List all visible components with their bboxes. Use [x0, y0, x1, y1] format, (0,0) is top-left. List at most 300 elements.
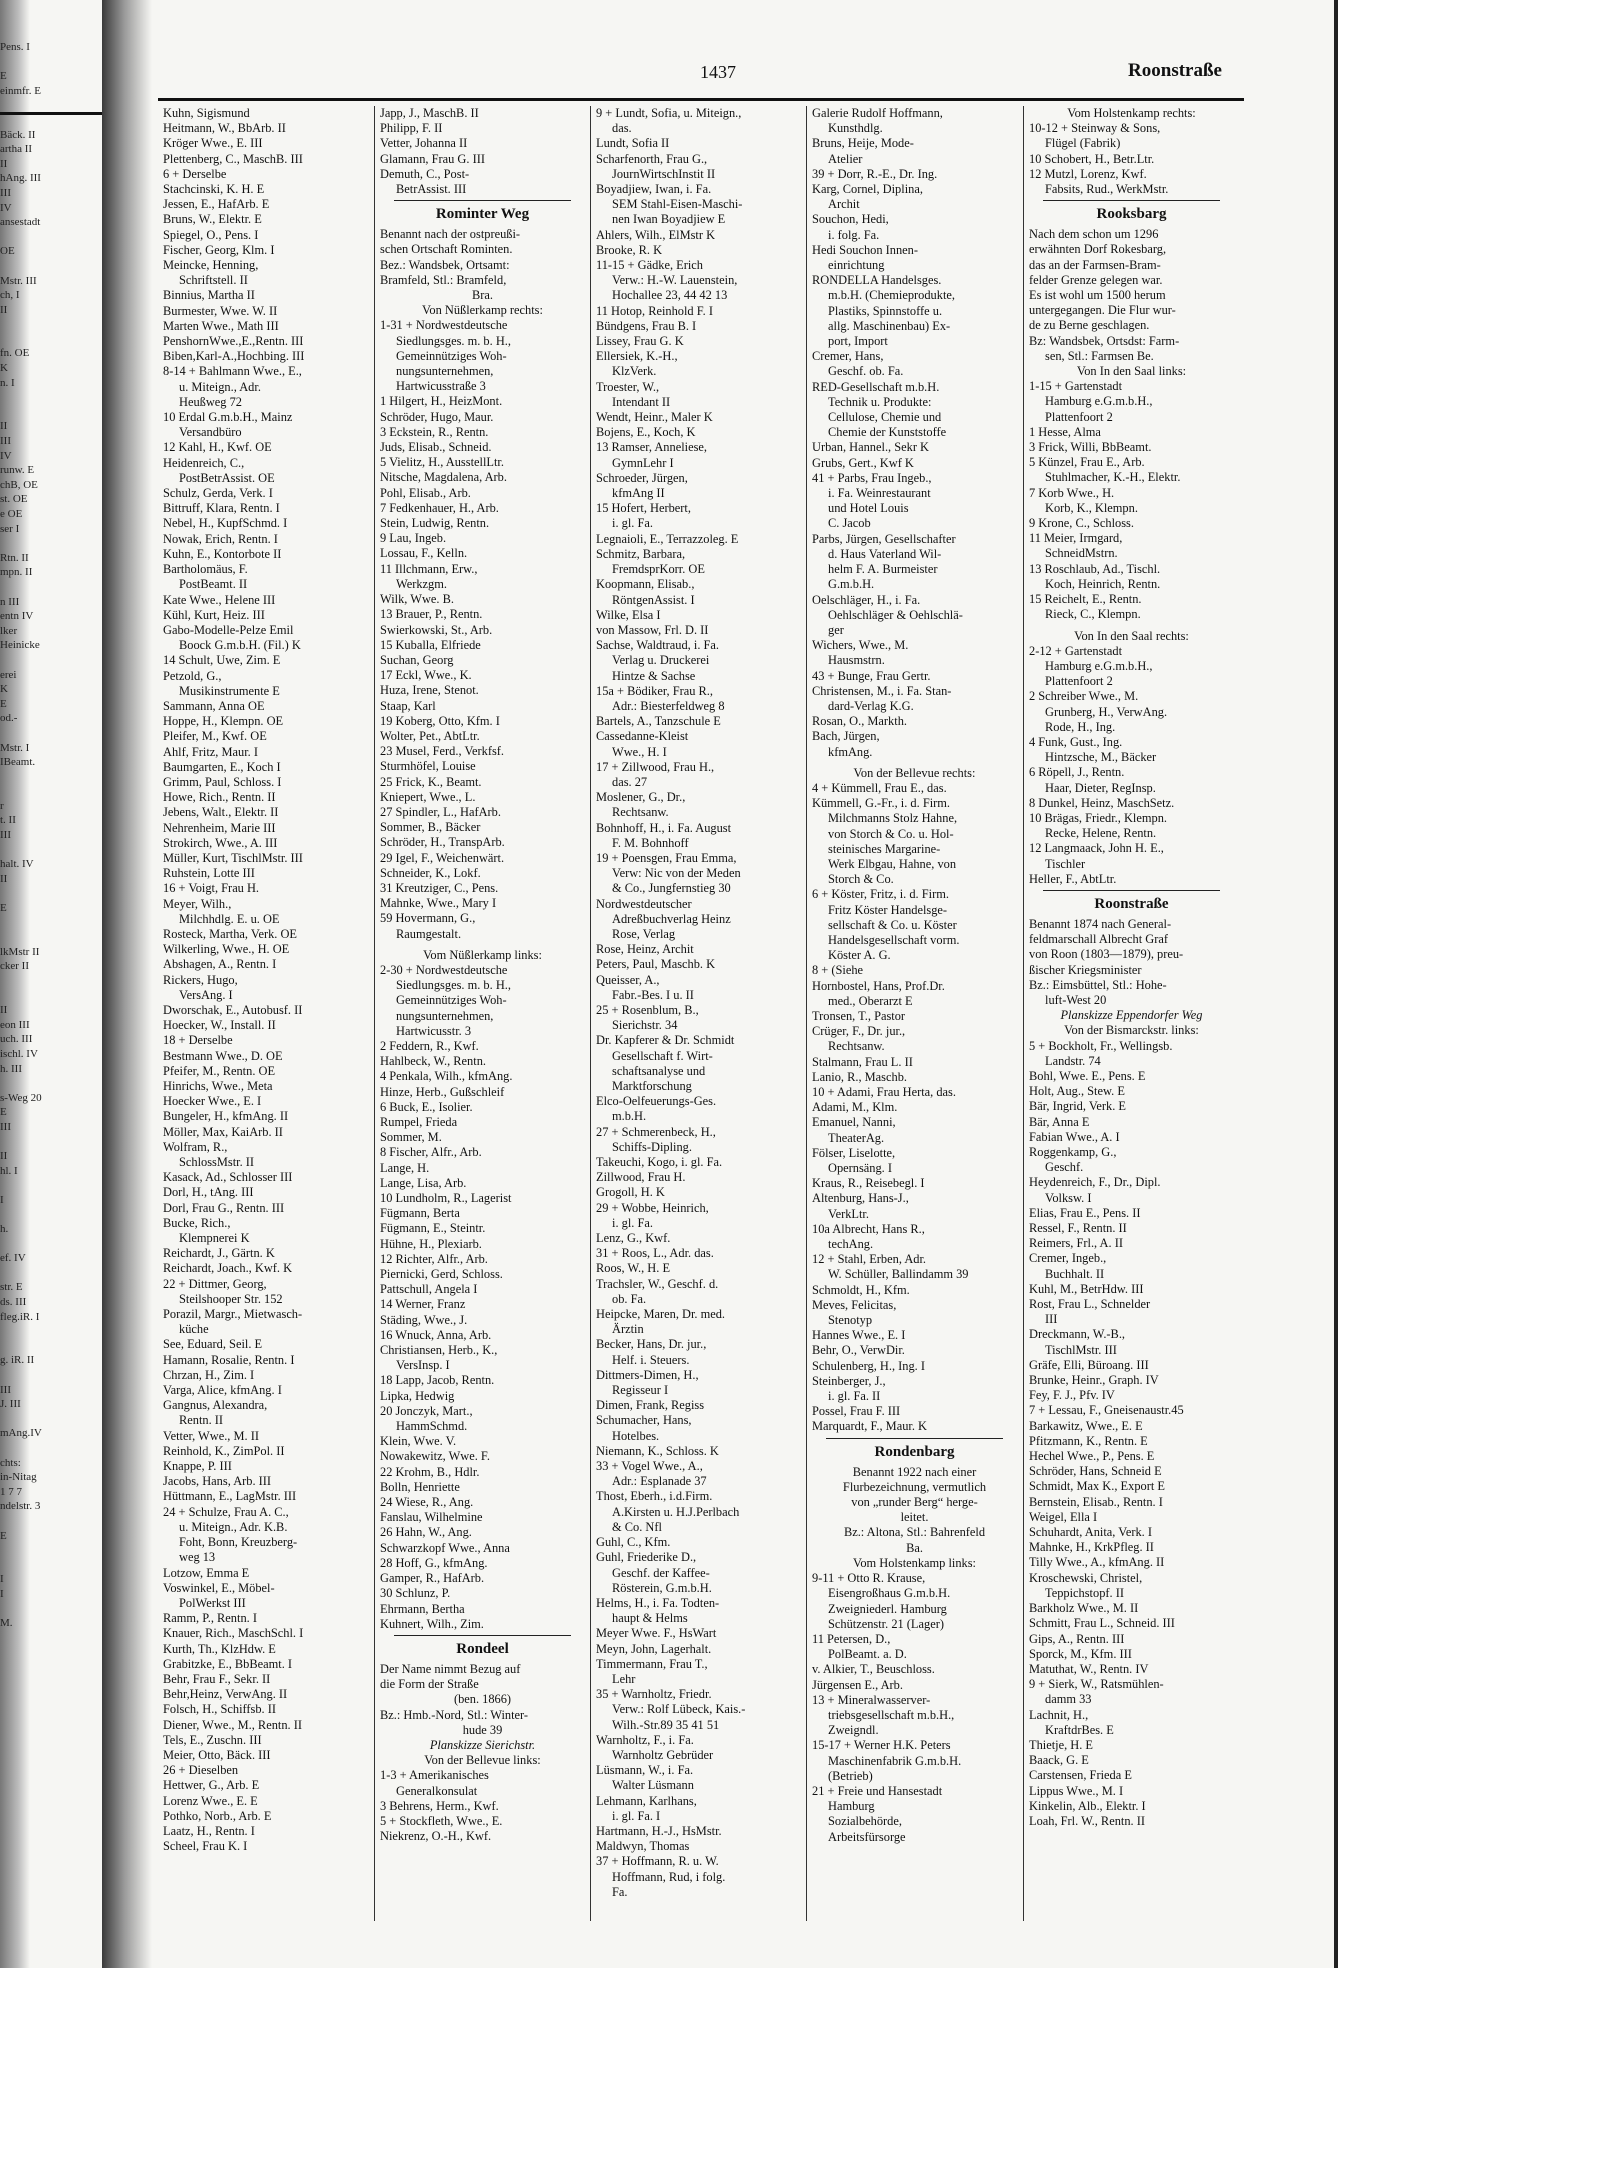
directory-entry: Storch & Co.	[828, 872, 894, 887]
directory-entry: 1-31 + Nordwestdeutsche	[380, 318, 508, 333]
fragment-line: chB, OE	[0, 478, 38, 491]
directory-entry: Stein, Ludwig, Rentn.	[380, 516, 490, 531]
fragment-line: mAng.IV	[0, 1427, 42, 1440]
directory-entry: Fanslau, Wilhelmine	[380, 1510, 483, 1525]
fragment-line: runw. E	[0, 464, 35, 477]
directory-entry: v. Alkier, T., Beuschloss.	[812, 1662, 935, 1677]
directory-entry: Fügmann, E., Steintr.	[380, 1221, 486, 1236]
directory-entry: Binnius, Martha II	[163, 288, 255, 303]
directory-entry: Ahlf, Fritz, Maur. I	[163, 744, 258, 759]
fragment-line: II	[0, 420, 8, 433]
directory-entry: W. Schüller, Ballindamm 39	[828, 1267, 969, 1282]
directory-entry: i. gl. Fa.	[612, 516, 653, 531]
directory-entry: Versandbüro	[179, 425, 242, 440]
directory-entry: Roos, W., H. E	[596, 1261, 671, 1276]
directory-entry: Rumpel, Frieda	[380, 1115, 458, 1129]
fragment-line: s-Weg 20	[0, 1091, 42, 1104]
directory-entry: Teppichstopf. II	[1045, 1585, 1124, 1600]
directory-entry: Schröder, Hans, Schneid E	[1029, 1464, 1162, 1479]
directory-entry: Werkzgm.	[396, 576, 447, 591]
directory-entry: Bojens, E., Koch, K	[596, 425, 696, 440]
directory-entry: von Storch & Co. u. Hol-	[828, 826, 954, 841]
directory-entry: 28 Hoff, G., kfmAng.	[380, 1555, 488, 1570]
directory-entry: allg. Maschinenbau) Ex-	[828, 318, 951, 333]
directory-entry: Petzold, G.,	[163, 668, 222, 683]
directory-entry: Atelier	[828, 151, 863, 166]
directory-entry: Burmester, Wwe. W. II	[163, 303, 278, 318]
directory-entry: das.	[612, 121, 632, 136]
directory-entry: Schmoldt, H., Kfm.	[812, 1282, 910, 1297]
directory-entry: Möller, Max, KaiArb. II	[163, 1124, 283, 1139]
directory-entry: Kuhn, Sigismund	[163, 106, 250, 120]
directory-entry: Geschf. der Kaffee-	[612, 1565, 710, 1580]
directory-entry: 2 Feddern, R., Kwf.	[380, 1038, 479, 1053]
directory-entry: 26 + Dieselben	[163, 1763, 239, 1778]
fragment-line: h. III	[0, 1062, 22, 1075]
directory-entry: 43 + Bunge, Frau Gertr.	[812, 668, 931, 683]
directory-entry: 11 Meier, Irmgard,	[1029, 531, 1123, 546]
directory-entry: 18 Lapp, Jacob, Rentn.	[380, 1373, 495, 1388]
directory-entry: Rösterein, G.m.b.H.	[612, 1580, 712, 1595]
directory-entry: Demuth, C., Post-	[380, 166, 470, 181]
fragment-line	[0, 1135, 100, 1150]
directory-entry: 23 Musel, Ferd., Verkfsf.	[380, 744, 505, 759]
directory-entry: i. gl. Fa.	[612, 1215, 653, 1230]
directory-entry: Verw: Nic von der Meden	[612, 866, 741, 881]
directory-entry: Benannt 1874 nach General-	[1029, 916, 1172, 931]
directory-entry: PolWerkst III	[179, 1595, 246, 1610]
directory-entry: Loah, Frl. W., Rentn. II	[1029, 1813, 1145, 1828]
directory-entry: Foht, Bonn, Kreuzberg-	[179, 1535, 298, 1550]
directory-entry: 27 Spindler, L., HafArb.	[380, 804, 501, 819]
directory-entry: Hartwicusstr. 3	[396, 1023, 472, 1038]
directory-entry: Bruns, W., Elektr. E	[163, 212, 262, 227]
directory-entry: Gemeinnütziges Woh-	[396, 348, 507, 363]
fragment-line	[0, 1076, 100, 1091]
directory-entry: Holt, Aug., Stew. E	[1029, 1084, 1125, 1099]
fragment-line	[0, 332, 100, 347]
directory-entry: Fölser, Liselotte,	[812, 1145, 896, 1160]
directory-entry: de zu Berne geschlagen.	[1029, 318, 1150, 333]
directory-entry: hude 39	[462, 1722, 503, 1737]
fragment-line: Pens. I	[0, 41, 30, 53]
directory-entry: TheaterAg.	[828, 1130, 885, 1145]
fragment-line: entn IV	[0, 610, 34, 623]
directory-entry: Hettwer, G., Arb. E	[163, 1778, 260, 1793]
directory-entry: 8 Fischer, Alfr., Arb.	[380, 1145, 482, 1160]
directory-entry: Fa.	[612, 1884, 628, 1899]
directory-entry: 39 + Dorr, R.-E., Dr. Ing.	[812, 166, 938, 181]
directory-entry: Gabo-Modelle-Pelze Emil	[163, 622, 294, 637]
directory-entry: Opernsäng. I	[828, 1161, 892, 1176]
directory-entry: Oelschläger, H., i. Fa.	[812, 592, 921, 607]
directory-entry: (ben. 1866)	[453, 1692, 512, 1707]
directory-entry: 8 + (Siehe	[812, 963, 864, 978]
fragment-line	[0, 536, 100, 551]
street-divider	[394, 1635, 571, 1636]
running-head: Roonstraße	[1128, 60, 1222, 81]
directory-entry: Grimm, Paul, Schloss. I	[163, 774, 282, 789]
fragment-line: ansestadt	[0, 216, 41, 229]
column-divider	[806, 106, 807, 1921]
directory-entry: nungsunternehmen,	[396, 364, 494, 379]
directory-entry: Bär, Ingrid, Verk. E	[1029, 1099, 1126, 1114]
directory-entry: 27 + Schmerenbeck, H.,	[596, 1124, 716, 1139]
column-5	[1029, 106, 1234, 1829]
directory-entry: Ehrmann, Bertha	[380, 1601, 465, 1616]
directory-entry: Hoppe, H., Klempn. OE	[163, 714, 284, 729]
directory-entry: sen, Stl.: Farmsen Be.	[1045, 348, 1154, 363]
directory-entry: Wolter, Pet., AbtLtr.	[380, 728, 480, 743]
fragment-line: E	[0, 902, 7, 915]
directory-entry: Dworschak, E., Autobusf. II	[163, 1002, 303, 1017]
directory-entry: Von der Bellevue rechts:	[853, 765, 976, 780]
directory-entry: (Betrieb)	[828, 1768, 873, 1783]
directory-entry: Lippus Wwe., M. I	[1029, 1783, 1124, 1798]
directory-entry: steinisches Margarine-	[828, 841, 941, 856]
directory-entry: Hornbostel, Hans, Prof.Dr.	[812, 978, 945, 993]
directory-entry: Nach dem schon um 1296	[1029, 227, 1159, 242]
fragment-line	[0, 784, 100, 799]
directory-entry: Plattenfoort 2	[1045, 674, 1113, 689]
directory-entry: Schröder, Hugo, Maur.	[380, 409, 494, 424]
directory-entry: Jacobs, Hans, Arb. III	[163, 1474, 272, 1489]
directory-entry: Bz: Wandsbek, Ortsdst: Farm-	[1029, 333, 1180, 348]
previous-page-fragment	[0, 40, 100, 1910]
directory-entry: Pattschull, Angela I	[380, 1282, 478, 1297]
directory-entry: Ärztin	[612, 1322, 644, 1337]
fragment-line	[0, 390, 100, 405]
directory-entry: Hüttmann, E., LagMstr. III	[163, 1489, 297, 1504]
directory-entry: Wilkerling, Wwe., H. OE	[163, 942, 290, 957]
directory-entry: Steinberger, J.,	[812, 1373, 886, 1388]
directory-entry: Marten Wwe., Math III	[163, 318, 279, 333]
street-divider	[1043, 200, 1220, 201]
directory-entry: Ressel, F., Rentn. II	[1029, 1221, 1127, 1236]
directory-entry: A.Kirsten u. H.J.Perlbach	[612, 1504, 740, 1519]
directory-entry: untergegangen. Die Flur wur-	[1029, 303, 1176, 318]
directory-entry: einrichtung	[828, 258, 885, 273]
directory-entry: Schiffs-Dipling.	[612, 1139, 692, 1154]
directory-entry: Huza, Irene, Stenot.	[380, 683, 479, 698]
fragment-line: chts:	[0, 1456, 21, 1469]
fragment-line	[0, 1237, 100, 1252]
fragment-line	[0, 580, 100, 595]
fragment-line: ds. III	[0, 1296, 27, 1309]
directory-entry: 10a Albrecht, Hans R.,	[812, 1221, 925, 1236]
directory-entry: Pfitzmann, K., Rentn. E	[1029, 1433, 1148, 1448]
directory-entry: Rechtsanw.	[612, 805, 669, 820]
directory-entry: m.b.H. (Chemieprodukte,	[828, 288, 955, 303]
directory-entry: küche	[179, 1322, 209, 1337]
directory-entry: Adreßbuchverlag Heinz	[612, 911, 731, 926]
directory-entry: Kroschewski, Christel,	[1029, 1570, 1143, 1585]
directory-entry: Kasack, Ad., Schlosser III	[163, 1170, 293, 1185]
directory-entry: Stuhlmacher, K.-H., Elektr.	[1045, 470, 1181, 485]
directory-entry: Dorl, H., tAng. III	[163, 1185, 254, 1200]
fragment-line	[0, 1543, 100, 1558]
directory-entry: Glamann, Frau G. III	[380, 151, 485, 166]
fragment-line	[0, 1266, 100, 1281]
directory-entry: kfmAng II	[612, 486, 665, 501]
directory-entry: Flügel (Fabrik)	[1045, 136, 1121, 151]
directory-entry: Jebens, Walt., Elektr. II	[163, 805, 279, 820]
directory-entry: & Co., Jungfernstieg 30	[612, 881, 731, 896]
directory-entry: 1-15 + Gartenstadt	[1029, 379, 1123, 394]
directory-entry: von Roon (1803—1879), preu-	[1029, 947, 1184, 962]
directory-entry: Schneider, K., Lokf.	[380, 865, 481, 880]
directory-entry: Fügmann, Berta	[380, 1206, 460, 1221]
directory-entry: Zillwood, Frau H.	[596, 1170, 686, 1185]
directory-entry: und Hotel Louis	[828, 501, 909, 516]
directory-entry: Schuhardt, Anita, Verk. I	[1029, 1525, 1152, 1540]
directory-entry: Kümmell, G.-Fr., i. d. Firm.	[812, 796, 951, 811]
directory-entry: Verw.: H.-W. Lauenstein,	[612, 273, 738, 288]
fragment-line: II	[0, 1004, 8, 1017]
directory-entry: BetrAssist. III	[396, 182, 467, 197]
directory-entry: sellschaft & Co. u. Köster	[828, 917, 957, 932]
directory-entry: 8 Dunkel, Heinz, MaschSetz.	[1029, 795, 1175, 810]
directory-entry: 24 Wiese, R., Ang.	[380, 1495, 474, 1510]
fragment-line: III	[0, 1120, 11, 1133]
directory-entry: Bestmann Wwe., D. OE	[163, 1048, 283, 1063]
directory-entry: Plattenfoort 2	[1045, 409, 1113, 424]
directory-entry: Rosan, O., Markth.	[812, 714, 907, 729]
directory-entry: Carstensen, Frieda E	[1029, 1768, 1132, 1783]
directory-entry: Kraus, R., Reisebegl. I	[812, 1176, 925, 1191]
directory-entry: Lehr	[612, 1671, 636, 1686]
directory-entry: 12 + Stahl, Erben, Adr.	[812, 1252, 927, 1267]
directory-entry: Rose, Heinz, Archit	[596, 942, 694, 957]
directory-entry: die Form der Straße	[380, 1677, 479, 1692]
directory-entry: Kühl, Kurt, Heiz. III	[163, 607, 265, 622]
fragment-line: uch. III	[0, 1033, 33, 1046]
directory-entry: 7 + Lessau, F., Gneisenaustr.45	[1029, 1403, 1184, 1418]
directory-entry: Hinrichs, Wwe., Meta	[163, 1079, 273, 1093]
directory-entry: nen Iwan Boyadjiew E	[612, 212, 726, 227]
directory-entry: Schulz, Gerda, Verk. I	[163, 486, 273, 501]
directory-entry: Chrzan, H., Zim. I	[163, 1367, 255, 1382]
directory-entry: Hahlbeck, W., Rentn.	[380, 1054, 486, 1069]
column-3	[596, 106, 801, 1900]
directory-entry: Klempnerei K	[179, 1231, 250, 1246]
directory-entry: Cremer, Hans,	[812, 349, 884, 364]
fragment-line	[0, 1441, 100, 1456]
directory-entry: Peters, Paul, Maschb. K	[596, 957, 716, 972]
directory-entry: Lenz, G., Kwf.	[596, 1231, 671, 1246]
fragment-line: od.-	[0, 712, 18, 725]
directory-entry: 35 + Warnholtz, Friedr.	[596, 1687, 712, 1702]
directory-entry: das. 27	[612, 774, 648, 789]
directory-entry: Hamburg e.G.m.b.H.,	[1045, 658, 1153, 673]
directory-entry: Fritz Köster Handelsge-	[828, 902, 948, 917]
directory-entry: 7 Korb Wwe., H.	[1029, 485, 1115, 500]
directory-entry: Mahnke, H., KrkPfleg. II	[1029, 1540, 1154, 1555]
directory-entry: Müller, Kurt, TischlMstr. III	[163, 850, 303, 865]
directory-entry: dard-Verlag K.G.	[828, 698, 914, 713]
fragment-line	[0, 1558, 100, 1573]
directory-entry: 22 + Dittmer, Georg,	[163, 1276, 267, 1291]
fragment-line: n III	[0, 595, 20, 608]
directory-entry: Grubs, Gert., Kwf K	[812, 455, 914, 470]
directory-entry: Archit	[828, 197, 860, 212]
directory-entry: Staap, Karl	[380, 698, 436, 713]
directory-entry: Dorl, Frau G., Rentn. III	[163, 1200, 285, 1215]
fragment-line: IV	[0, 449, 12, 462]
column-divider	[590, 106, 591, 1921]
header-rule	[158, 98, 1244, 101]
directory-entry: Ellersiek, K.-H.,	[596, 349, 678, 364]
directory-entry: Arbeitsfürsorge	[828, 1829, 906, 1844]
fragment-line	[0, 1602, 100, 1617]
fragment-line	[0, 55, 100, 70]
directory-entry: Elias, Frau E., Pens. II	[1029, 1205, 1141, 1220]
directory-entry: Porazil, Margr., Mietwasch-	[163, 1307, 303, 1322]
fragment-line	[0, 1368, 100, 1383]
directory-entry: Marktforschung	[612, 1079, 692, 1093]
directory-entry: Karg, Cornel, Diplina,	[812, 182, 923, 197]
directory-entry: Mahnke, Wwe., Mary I	[380, 896, 497, 911]
fragment-line	[0, 1412, 100, 1427]
directory-entry: Thietje, H. E	[1029, 1737, 1093, 1752]
directory-entry: u. Miteign., Adr. K.B.	[179, 1519, 288, 1534]
directory-entry: 11 Petersen, D.,	[812, 1631, 891, 1646]
fragment-line: mpn. II	[0, 566, 33, 579]
directory-entry: 13 Ramser, Anneliese,	[596, 440, 707, 455]
fragment-line: str. E	[0, 1281, 23, 1294]
directory-entry: Volksw. I	[1045, 1190, 1092, 1205]
column-1	[163, 106, 368, 1854]
directory-entry: Meyn, John, Lagerhalt.	[596, 1641, 712, 1656]
directory-entry: Hoecker, W., Install. II	[163, 1018, 276, 1033]
directory-entry: Heydenreich, F., Dr., Dipl.	[1029, 1175, 1161, 1190]
directory-entry: Verw.: Rolf Lübeck, Kais.-	[612, 1702, 746, 1717]
directory-entry: Zweigniederl. Hamburg	[828, 1601, 947, 1616]
page-edge	[1334, 0, 1338, 1968]
directory-entry: Sommer, B., Bäcker	[380, 820, 481, 835]
fragment-line	[0, 405, 100, 420]
directory-entry: 15-17 + Werner H.K. Peters	[812, 1738, 951, 1753]
directory-entry: Eisengroßhaus G.m.b.H.	[828, 1586, 951, 1601]
fragment-line: eon III	[0, 1018, 30, 1031]
directory-entry: Gemeinnütziges Woh-	[396, 993, 507, 1008]
directory-entry: Reimers, Frl., A. II	[1029, 1236, 1123, 1251]
fragment-line	[0, 843, 100, 858]
directory-entry: 8-14 + Bahlmann Wwe., E.,	[163, 364, 302, 379]
directory-entry: 41 + Parbs, Frau Ingeb.,	[812, 470, 932, 485]
directory-entry: Es ist wohl um 1500 herum	[1029, 288, 1166, 303]
directory-entry: 13 Brauer, P., Rentn.	[380, 607, 483, 622]
directory-entry: Kunsthdlg.	[828, 121, 883, 136]
directory-entry: Lotzow, Emma E	[163, 1565, 250, 1580]
directory-entry: KlzVerk.	[612, 364, 657, 379]
directory-entry: Bucke, Rich.,	[163, 1215, 231, 1230]
directory-entry: Schriftstell. II	[179, 273, 248, 288]
directory-entry: SchlossMstr. II	[179, 1155, 255, 1170]
directory-entry: Fey, F. J., Pfv. IV	[1029, 1388, 1115, 1403]
directory-entry: m.b.H.	[612, 1109, 647, 1124]
directory-entry: Nebel, H., KupfSchmd. I	[163, 516, 288, 531]
directory-entry: SchneidMstrn.	[1045, 546, 1118, 561]
directory-entry: Geschf. ob. Fa.	[828, 364, 904, 379]
fragment-line: K	[0, 683, 8, 696]
fragment-line	[0, 1178, 100, 1193]
directory-entry: Christensen, M., i. Fa. Stan-	[812, 683, 952, 698]
directory-entry: Chemie der Kunststoffe	[828, 425, 947, 440]
directory-entry: 19 Koberg, Otto, Kfm. I	[380, 713, 500, 728]
directory-entry: Lipka, Hedwig	[380, 1388, 455, 1403]
directory-entry: Troester, W.,	[596, 379, 660, 394]
directory-entry: Elco-Oelfeuerungs-Ges.	[596, 1094, 717, 1109]
directory-entry: 17 + Zillwood, Frau H.,	[596, 759, 715, 774]
directory-entry: Abshagen, A., Rentn. I	[163, 957, 277, 972]
directory-entry: Marquardt, F., Maur. K	[812, 1419, 927, 1434]
directory-entry: Trachsler, W., Geschf. d.	[596, 1276, 719, 1291]
directory-entry: Kuhnert, Wilh., Zim.	[380, 1616, 484, 1631]
directory-entry: Zweigndl.	[828, 1723, 879, 1738]
scan-margin	[1334, 0, 1600, 1968]
directory-entry: PostBetrAssist. OE	[179, 470, 275, 485]
directory-entry: 1 Hesse, Alma	[1029, 424, 1101, 439]
directory-entry: Heitmann, W., BbArb. II	[163, 121, 286, 136]
directory-entry: Plastiks, Spinnstoffe u.	[828, 303, 943, 318]
directory-entry: Cremer, Ingeb.,	[1029, 1251, 1107, 1266]
directory-entry: Plettenberg, C., MaschB. III	[163, 151, 303, 166]
directory-entry: 5 + Bockholt, Fr., Wellingsb.	[1029, 1038, 1173, 1053]
directory-entry: Planskizze Eppendorfer Weg	[1060, 1008, 1203, 1023]
directory-entry: Hechel Wwe., P., Pens. E	[1029, 1449, 1155, 1464]
directory-entry: Nehrenheim, Marie III	[163, 820, 276, 835]
directory-entry: Vetter, Wwe., M. II	[163, 1428, 259, 1443]
fragment-line: h.	[0, 1223, 9, 1236]
fragment-line: artha II	[0, 143, 33, 156]
directory-entry: Klein, Wwe. V.	[380, 1434, 457, 1449]
directory-entry: Baack, G. E	[1029, 1753, 1089, 1768]
directory-entry: Kate Wwe., Helene III	[163, 592, 276, 607]
fragment-line: ischl. IV	[0, 1047, 38, 1060]
directory-entry: Bz.: Altona, Stl.: Bahrenfeld	[843, 1525, 986, 1540]
directory-entry: 22 Krohm, B., Hdlr.	[380, 1464, 480, 1479]
directory-entry: Diener, Wwe., M., Rentn. II	[163, 1717, 302, 1732]
directory-entry: 25 + Rosenblum, B.,	[596, 1002, 699, 1017]
directory-entry: luft-West 20	[1045, 992, 1107, 1007]
directory-entry: Bolln, Henriette	[380, 1479, 460, 1494]
directory-entry: 10 Erdal G.m.b.H., Mainz	[163, 410, 293, 425]
fragment-line	[0, 770, 100, 785]
directory-entry: RONDELLA Handelsges.	[812, 273, 942, 288]
directory-entry: Regisseur I	[612, 1383, 669, 1398]
directory-entry: Nitsche, Magdalena, Arb.	[380, 470, 507, 485]
directory-entry: Milchmanns Stolz Hahne,	[828, 811, 958, 826]
directory-entry: Verlag u. Druckerei	[612, 653, 710, 668]
directory-entry: Bohl, Wwe. E., Pens. E	[1029, 1068, 1146, 1083]
directory-entry: Bra.	[472, 288, 493, 303]
directory-entry: Kniepert, Wwe., L.	[380, 789, 476, 804]
directory-entry: Hochallee 23, 44 42 13	[612, 288, 728, 303]
directory-entry: 9 + Sierk, W., Ratsmühlen-	[1029, 1677, 1164, 1692]
directory-entry: Knauer, Rich., MaschSchl. I	[163, 1626, 304, 1641]
fragment-line	[0, 230, 100, 245]
fragment-line	[0, 916, 100, 931]
fragment-line: E	[0, 697, 7, 710]
directory-entry: Lange, H.	[380, 1160, 430, 1175]
street-heading: Rooksbarg	[1096, 206, 1167, 223]
directory-entry: Stenotyp	[828, 1313, 873, 1328]
directory-entry: kfmAng.	[828, 744, 873, 759]
directory-entry: 13 Roschlaub, Ad., Tischl.	[1029, 561, 1161, 576]
fragment-line: st. OE	[0, 493, 28, 506]
fragment-line	[0, 886, 100, 901]
